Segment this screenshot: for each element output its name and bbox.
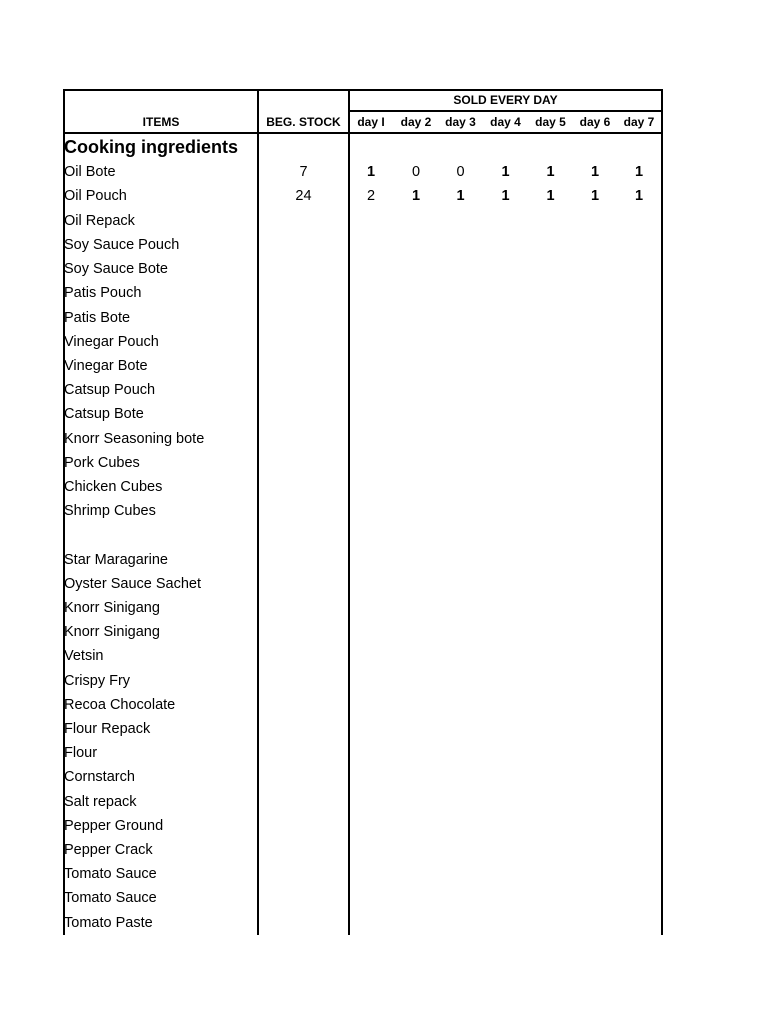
day-2-value: 1	[411, 188, 421, 204]
item-label: Oil Pouch	[64, 188, 127, 204]
day-6-column-header: day 6	[579, 115, 611, 129]
item-label: Tomato Sauce	[64, 866, 157, 882]
item-label: Patis Pouch	[64, 285, 142, 301]
day-5-column-header: day 5	[535, 115, 566, 129]
day-4-value: 1	[501, 188, 510, 204]
item-label: Flour Repack	[64, 721, 151, 737]
header-bottom-border	[63, 132, 663, 134]
item-label: Recoa Chocolate	[64, 697, 176, 713]
item-label: Flour	[64, 745, 98, 761]
day-7-value: 1	[634, 164, 644, 180]
item-label: Knorr Sinigang	[64, 624, 160, 640]
day-4-value: 1	[501, 164, 510, 180]
day-7-value: 1	[634, 188, 644, 204]
item-label: Pepper Crack	[64, 842, 153, 858]
item-label: Oil Repack	[64, 213, 135, 229]
item-label: Catsup Bote	[64, 406, 144, 422]
item-label: Pepper Ground	[64, 818, 164, 834]
day-1-column-header: day I	[357, 115, 385, 129]
item-label: Chicken Cubes	[64, 479, 163, 495]
item-label: Tomato Paste	[64, 915, 153, 931]
day-3-value: 1	[456, 188, 465, 204]
border-stock-days	[348, 89, 350, 935]
day-7-column-header: day 7	[623, 115, 655, 129]
items-column-header: ITEMS	[142, 115, 180, 129]
item-label: Oyster Sauce Sachet	[64, 576, 202, 592]
section-title: Cooking ingredients	[64, 137, 239, 157]
day-2-value: 0	[411, 164, 421, 180]
day-5-value: 1	[546, 188, 555, 204]
item-label: Soy Sauce Bote	[64, 261, 168, 277]
item-label: Vinegar Pouch	[64, 334, 159, 350]
item-label: Shrimp Cubes	[64, 503, 156, 519]
day-6-value: 1	[590, 188, 600, 204]
item-label: Vinegar Bote	[64, 358, 148, 374]
item-label: Catsup Pouch	[64, 382, 156, 398]
item-label: Star Maragarine	[64, 552, 168, 568]
day-2-column-header: day 2	[400, 115, 432, 129]
day-3-column-header: day 3	[445, 115, 476, 129]
day-1-value: 2	[366, 188, 376, 204]
beg-stock-value: 7	[299, 164, 308, 180]
item-label: Pork Cubes	[64, 455, 140, 471]
beg-stock-column-header: BEG. STOCK	[266, 115, 341, 129]
item-label: Crispy Fry	[64, 673, 131, 689]
item-label: Salt repack	[64, 794, 137, 810]
inventory-sheet	[63, 89, 663, 935]
item-label: Oil Bote	[64, 164, 116, 180]
item-label: Knorr Seasoning bote	[64, 431, 205, 447]
day-1-value: 1	[366, 164, 376, 180]
item-label: Cornstarch	[64, 769, 135, 785]
sold-every-day-header: SOLD EVERY DAY	[453, 93, 558, 107]
item-label: Tomato Sauce	[64, 890, 157, 906]
border-items-stock	[257, 89, 259, 935]
item-label: Soy Sauce Pouch	[64, 237, 180, 253]
day-3-value: 0	[456, 164, 465, 180]
day-4-column-header: day 4	[490, 115, 521, 129]
day-5-value: 1	[546, 164, 555, 180]
border-right	[661, 89, 663, 935]
day-6-value: 1	[590, 164, 600, 180]
item-label: Patis Bote	[64, 310, 131, 326]
item-label: Vetsin	[64, 648, 104, 664]
item-label: Knorr Sinigang	[64, 600, 160, 616]
beg-stock-value: 24	[295, 188, 312, 204]
